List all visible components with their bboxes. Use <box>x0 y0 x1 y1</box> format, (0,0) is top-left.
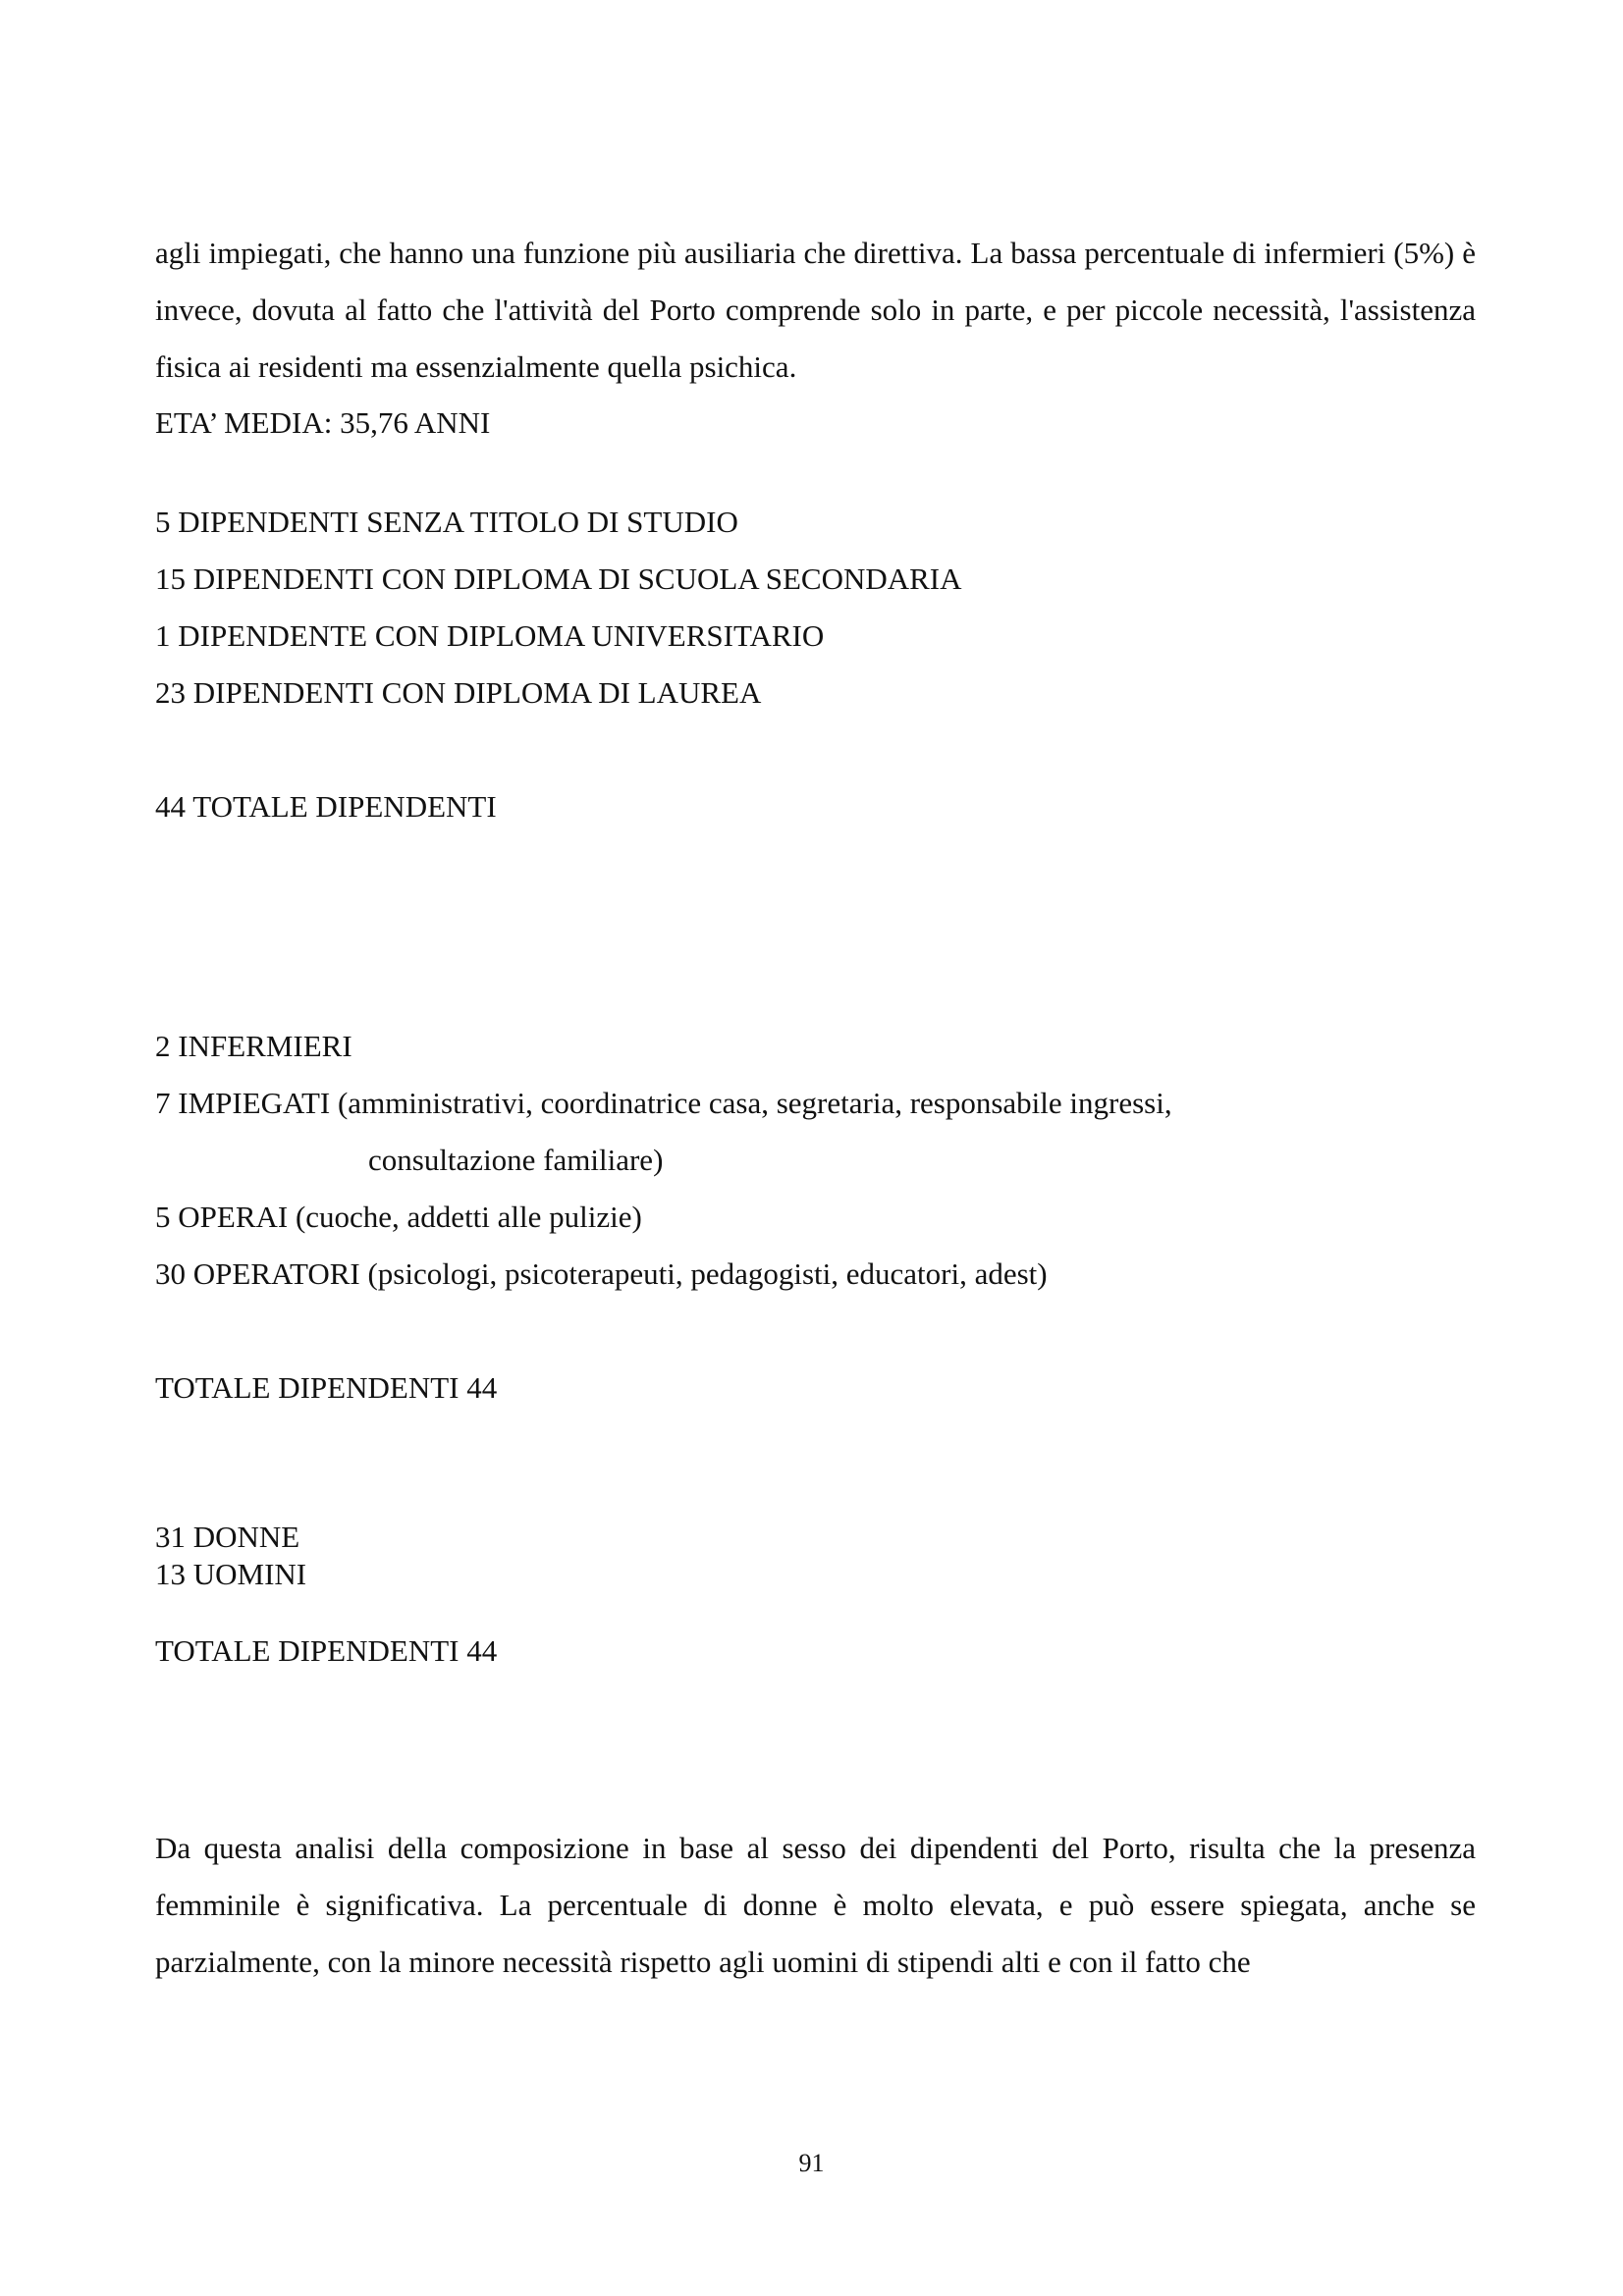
education-item: 23 DIPENDENTI CON DIPLOMA DI LAUREA <box>155 675 762 710</box>
education-total: 44 TOTALE DIPENDENTI <box>155 789 497 824</box>
role-clerks: 7 IMPIEGATI (amministrativi, coordinatrice casa, segretaria, responsabile ingressi, <box>155 1086 1172 1120</box>
gender-women: 31 DONNE <box>155 1520 300 1554</box>
education-item: 1 DIPENDENTE CON DIPLOMA UNIVERSITARIO <box>155 618 825 653</box>
role-clerks-continued: consultazione familiare) <box>368 1143 664 1177</box>
role-operators: 30 OPERATORI (psicologi, psicoterapeuti, pedagogisti, educatori, adest) <box>155 1256 1048 1291</box>
gender-men: 13 UOMINI <box>155 1557 307 1591</box>
role-nurses: 2 INFERMIERI <box>155 1029 352 1063</box>
gender-total: TOTALE DIPENDENTI 44 <box>155 1633 498 1668</box>
education-item: 5 DIPENDENTI SENZA TITOLO DI STUDIO <box>155 505 738 539</box>
role-workers: 5 OPERAI (cuoche, addetti alle pulizie) <box>155 1200 642 1234</box>
roles-total: TOTALE DIPENDENTI 44 <box>155 1370 498 1405</box>
page-number: 91 <box>798 2149 825 2177</box>
education-item: 15 DIPENDENTI CON DIPLOMA DI SCUOLA SECONDARIA <box>155 561 962 596</box>
intro-paragraph: agli impiegati, che hanno una funzione più ausiliaria che direttiva. La bassa percentuale di infermieri (5%) è invece, dovuta al fatto che l'attività del Porto comprende solo in parte, e per piccole necessità, l'assistenza fisica ai residenti ma essenzialmente quella psichica. <box>155 236 1476 384</box>
average-age: ETA’ MEDIA: 35,76 ANNI <box>155 405 491 440</box>
closing-paragraph: Da questa analisi della composizione in base al sesso dei dipendenti del Porto, risulta che la presenza femminile è significativa. La percentuale di donne è molto elevata, e può essere spiegata, anche se parzialmente, con la minore necessità rispetto agli uomini di stipendi alti e con il fatto che <box>155 1831 1476 1979</box>
